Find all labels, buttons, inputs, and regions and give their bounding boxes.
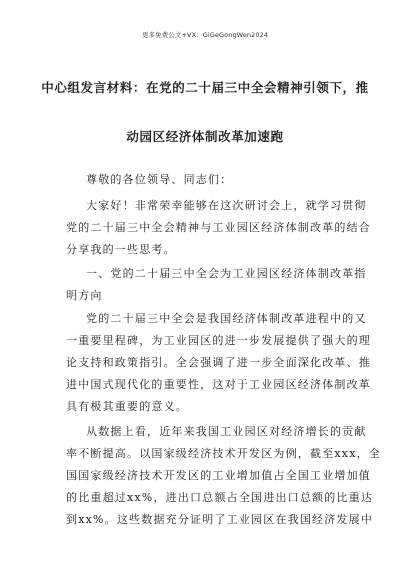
paragraph-line: 从数据上看，近年来我国工业园区对经济增长的贡献 <box>86 425 367 438</box>
section-heading-line: 一、党的二十届三中全会为工业园区经济体制改革指 <box>86 267 367 280</box>
paragraph-line: 国国家级经济技术开发区的工业增加值占全国工业增加值 <box>66 469 371 482</box>
section-heading-line: 明方向 <box>66 289 103 302</box>
paragraph-line: 一重要里程碑，为工业园区的进一步发展提供了强大的理 <box>66 334 371 347</box>
paragraph-line: 党的二十届三中全会精神与工业园区经济体制改革的结合 <box>66 221 371 234</box>
paragraph-line: 的比重超过xx%，进出口总额占全国进出口总额的比重达 <box>66 491 374 504</box>
paragraph-line: 党的二十届三中全会是我国经济体制改革进程中的又 <box>86 312 367 325</box>
paragraph-line: 率不断提高。以国家级经济技术开发区为例，截至xxx，全 <box>66 447 382 460</box>
paragraph-line: 具有极其重要的意义。 <box>66 400 188 413</box>
document-title-line-1: 中心组发言材料：在党的二十届三中全会精神引领下，推 <box>41 80 369 95</box>
salutation: 尊敬的各位领导、同志们： <box>86 173 233 186</box>
paragraph-line: 进中国式现代化的重要性，这对于工业园区经济体制改革 <box>66 378 371 391</box>
paragraph-line: 分享我的一些思考。 <box>66 243 176 256</box>
header-note: 更多免费公文+VX：GiGeGongWen2024 <box>141 31 269 39</box>
document-title-line-2: 动园区经济体制改革加速跑 <box>126 129 284 144</box>
paragraph-line: 到xx%。这些数据充分证明了工业园区在我国经济发展中 <box>66 513 374 526</box>
paragraph-line: 论支持和政策指引。全会强调了进一步全面深化改革、推 <box>66 356 371 369</box>
paragraph-line: 大家好！非常荣幸能够在这次研讨会上，就学习贯彻 <box>86 199 367 212</box>
